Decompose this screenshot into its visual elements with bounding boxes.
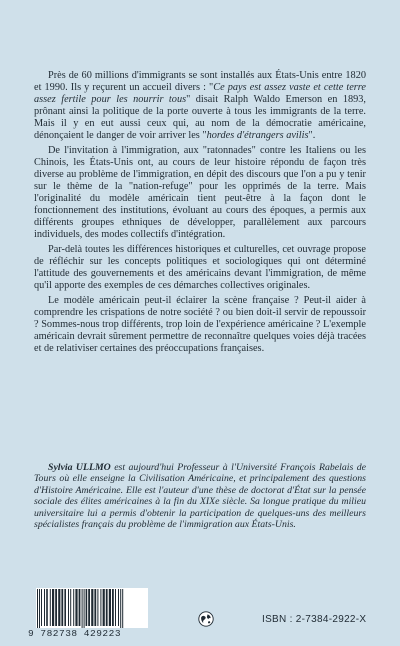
- barcode-bars: [36, 588, 148, 630]
- barcode-bar: [84, 589, 85, 630]
- barcode-bar: [55, 589, 57, 626]
- author-bio-text: est aujourd'hui Professeur à l'Université François Rabelais de Tours où elle enseigne la Civilisation Américaine, et principalement des questions d'Histoire Américaine. Elle est l'auteur d'une thèse de doctorat d'État sur la pensée sociale des élites américaines à la fin du XIXe siècle. Sa longue pratique du milieu universitaire lui a permis d'obtenir la participation de quelques-uns des meilleurs spécialistes français du problème de l'immigration aux États-Unis.: [34, 462, 366, 531]
- barcode-bar: [73, 589, 74, 626]
- barcode-bar: [118, 589, 119, 626]
- barcode-bar: [68, 589, 69, 626]
- blurb-text: [34, 70, 366, 358]
- blurb-paragraph-1: Près de 60 millions d'immigrants se sont installés aux États-Unis entre 1820 et 1990. Ils y reçurent un accueil divers : "Ce pays est assez vaste et cette terre assez fertile pour les nourrir tous" disait Ralph Waldo Emerson en 1893, prônant ainsi la politique de la porte ouverte à tous les immigrants de la terre. Mais il y en eut aussi ceux qui, au nom de la démocratie américaine, dénonçaient le danger de voir arriver les "hordes d'étrangers avilis".: [34, 70, 366, 141]
- barcode-bar: [37, 589, 38, 630]
- barcode-bar: [115, 589, 116, 626]
- barcode-bar: [120, 589, 121, 630]
- barcode-bar: [94, 589, 96, 626]
- barcode-bar: [58, 589, 60, 626]
- barcode-bar: [39, 589, 40, 630]
- barcode-bar: [109, 589, 111, 626]
- barcode-bar: [75, 589, 77, 626]
- barcode-bar: [79, 589, 81, 626]
- author-name: Sylvia ULLMO: [48, 462, 111, 473]
- author-bio: [34, 462, 366, 530]
- publisher-globe-icon: [198, 611, 214, 627]
- barcode-bar: [88, 589, 90, 626]
- barcode-bar: [52, 589, 54, 626]
- barcode-bar: [91, 589, 93, 626]
- barcode-bar: [103, 589, 105, 626]
- barcode-bar: [46, 589, 48, 626]
- barcode-number: 9 782738 429223: [28, 628, 158, 639]
- barcode-bar: [82, 589, 83, 630]
- barcode-bar: [86, 589, 88, 626]
- barcode-bar: [61, 589, 63, 626]
- isbn-label: ISBN : 2-7384-2922-X: [262, 614, 367, 625]
- barcode-bar: [97, 589, 98, 626]
- barcode-bar: [64, 589, 66, 626]
- barcode-bar: [50, 589, 51, 626]
- barcode-bar: [106, 589, 108, 626]
- blurb-paragraph-4: Le modèle américain peut-il éclairer la scène française ? Peut-il aider à comprendre les crispations de notre société ? ou bien doit-il servir de repoussoir ? Sommes-nous trop différents, trop loin de l'expérience américaine ? L'exemple américain devrait sûrement permettre de reconnaître quelques voies déjà tracées et de relativiser certaines des préoccupations françaises.: [34, 295, 366, 354]
- barcode-bar: [70, 589, 71, 626]
- barcode-bar: [100, 589, 101, 626]
- barcode-bar: [122, 589, 123, 630]
- barcode-bar: [112, 589, 114, 626]
- blurb-paragraph-2: De l'invitation à l'immigration, aux "ratonnades" contre les Italiens ou les Chinois, les États-Unis ont, au cours de leur histoire répondu de façon très diverse au problème de l'immigration, en dépit des discours que l'on a pu y tenir sur le thème de la "nation-refuge" pour les opprimés de la terre. Mais l'originalité du modèle américain tient peut-être à la façon dont le fonctionnement des institutions, évoluant au cours des époques, a permis aux différents groupes ethniques de développer, parallèlement aux parcours individuels, des modes collectifs d'intégration.: [34, 145, 366, 240]
- barcode: [28, 588, 152, 638]
- barcode-bar: [41, 589, 42, 626]
- barcode-bar: [44, 589, 45, 626]
- blurb-paragraph-3: Par-delà toutes les différences historiques et culturelles, cet ouvrage propose de réfléchir sur les concepts politiques et sociologiques qui ont déterminé l'attitude des gouvernements et des américains devant l'immigration, de même qu'il apporte des exemples de ces démarches collectives originales.: [34, 244, 366, 291]
